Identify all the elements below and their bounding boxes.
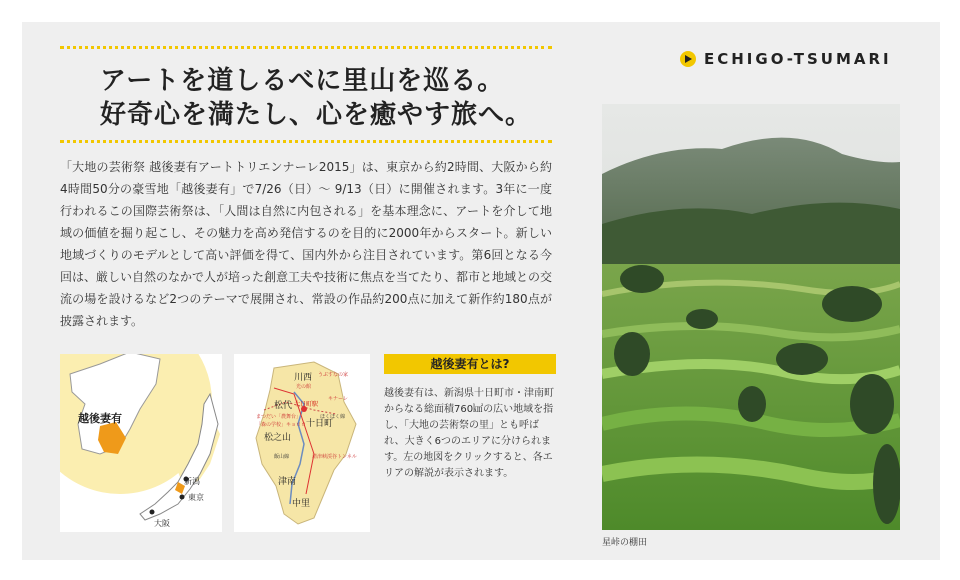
tokyo-label: 東京 xyxy=(188,493,204,502)
poi-label-4: まつだい「農舞台」 xyxy=(256,414,302,420)
headline-line-2: 好奇心を満たし、心を癒やす旅へ。 xyxy=(100,100,533,130)
poi-label-7: 飯山線 xyxy=(274,454,290,460)
info-description: 越後妻有は、新潟県十日町市・津南町からなる総面積760㎢の広い地域を指し、「大地の芸術祭の里」とも呼ばれ、大きく6つのエリアに分けられます。左の地図をクリックすると、各エリアの解説が表示されます。 xyxy=(384,388,554,479)
tokyo-dot xyxy=(180,495,185,500)
area-label-matsudai[interactable]: 松代 xyxy=(274,401,293,411)
poi-label-8: 光の館 xyxy=(296,384,312,390)
brand-label: ECHIGO-TSUMARI xyxy=(704,50,892,68)
play-circle-icon xyxy=(680,51,696,67)
area-label-tsunan[interactable]: 津南 xyxy=(278,477,297,487)
niigata-label: 新潟 xyxy=(184,477,200,486)
poi-label-3: ほくほく線 xyxy=(320,414,346,420)
poi-label-6: 清津峡渓谷トンネル xyxy=(312,454,357,460)
osaka-label: 大阪 xyxy=(154,519,170,528)
photo-caption: 星峠の棚田 xyxy=(602,538,648,548)
area-map[interactable] xyxy=(234,354,370,532)
dotted-divider-top xyxy=(60,46,552,49)
poi-label-1: うぶすなの家 xyxy=(318,372,349,378)
japan-location-map[interactable] xyxy=(60,354,222,532)
poi-label-2: キナーレ xyxy=(328,396,348,402)
info-title: 越後妻有とは? xyxy=(384,354,556,374)
brand-header xyxy=(680,50,892,68)
region-label: 越後妻有 xyxy=(78,412,122,425)
headline xyxy=(100,64,560,132)
dotted-divider-bottom xyxy=(60,140,552,143)
area-label-nakasato[interactable]: 中里 xyxy=(292,499,311,509)
poi-label-5: 「森の学校」キョロロ xyxy=(256,422,307,428)
osaka-dot xyxy=(150,510,155,515)
rice-terrace-photo xyxy=(602,104,900,530)
area-label-matsunoyama[interactable]: 松之山 xyxy=(264,433,292,443)
station-label: 十日町駅 xyxy=(294,401,319,408)
intro-paragraph: 「大地の芸術祭 越後妻有アートトリエンナーレ2015」は、東京から約2時間、大阪から約4時間50分の豪雪地「越後妻有」で7/26（日）～ 9/13（日）に開催されます。3年に一度行われるこの国際芸術祭は、「人間は自然に内包される」を基本理念に、アートを介して地域の価値を掘り起こし、その魅力を高め発信するのを目的に2000年からスタート。新しい地域づくりのモデルとして高い評価を得て、国内外から注目されています。第6回となる今回は、厳しい自然のなかで人が培った創意工夫や技術に焦点を当てたり、都市と地域との交流の場を設けるなど2つのテーマで展開され、常設の作品約200点に加えて新作約180点が披露されます。 xyxy=(60,160,553,328)
area-label-kawanishi[interactable]: 川西 xyxy=(294,373,313,383)
area-label-tokamachi[interactable]: 十日町 xyxy=(306,419,334,429)
headline-line-1: アートを道しるべに里山を巡る。 xyxy=(100,66,505,96)
